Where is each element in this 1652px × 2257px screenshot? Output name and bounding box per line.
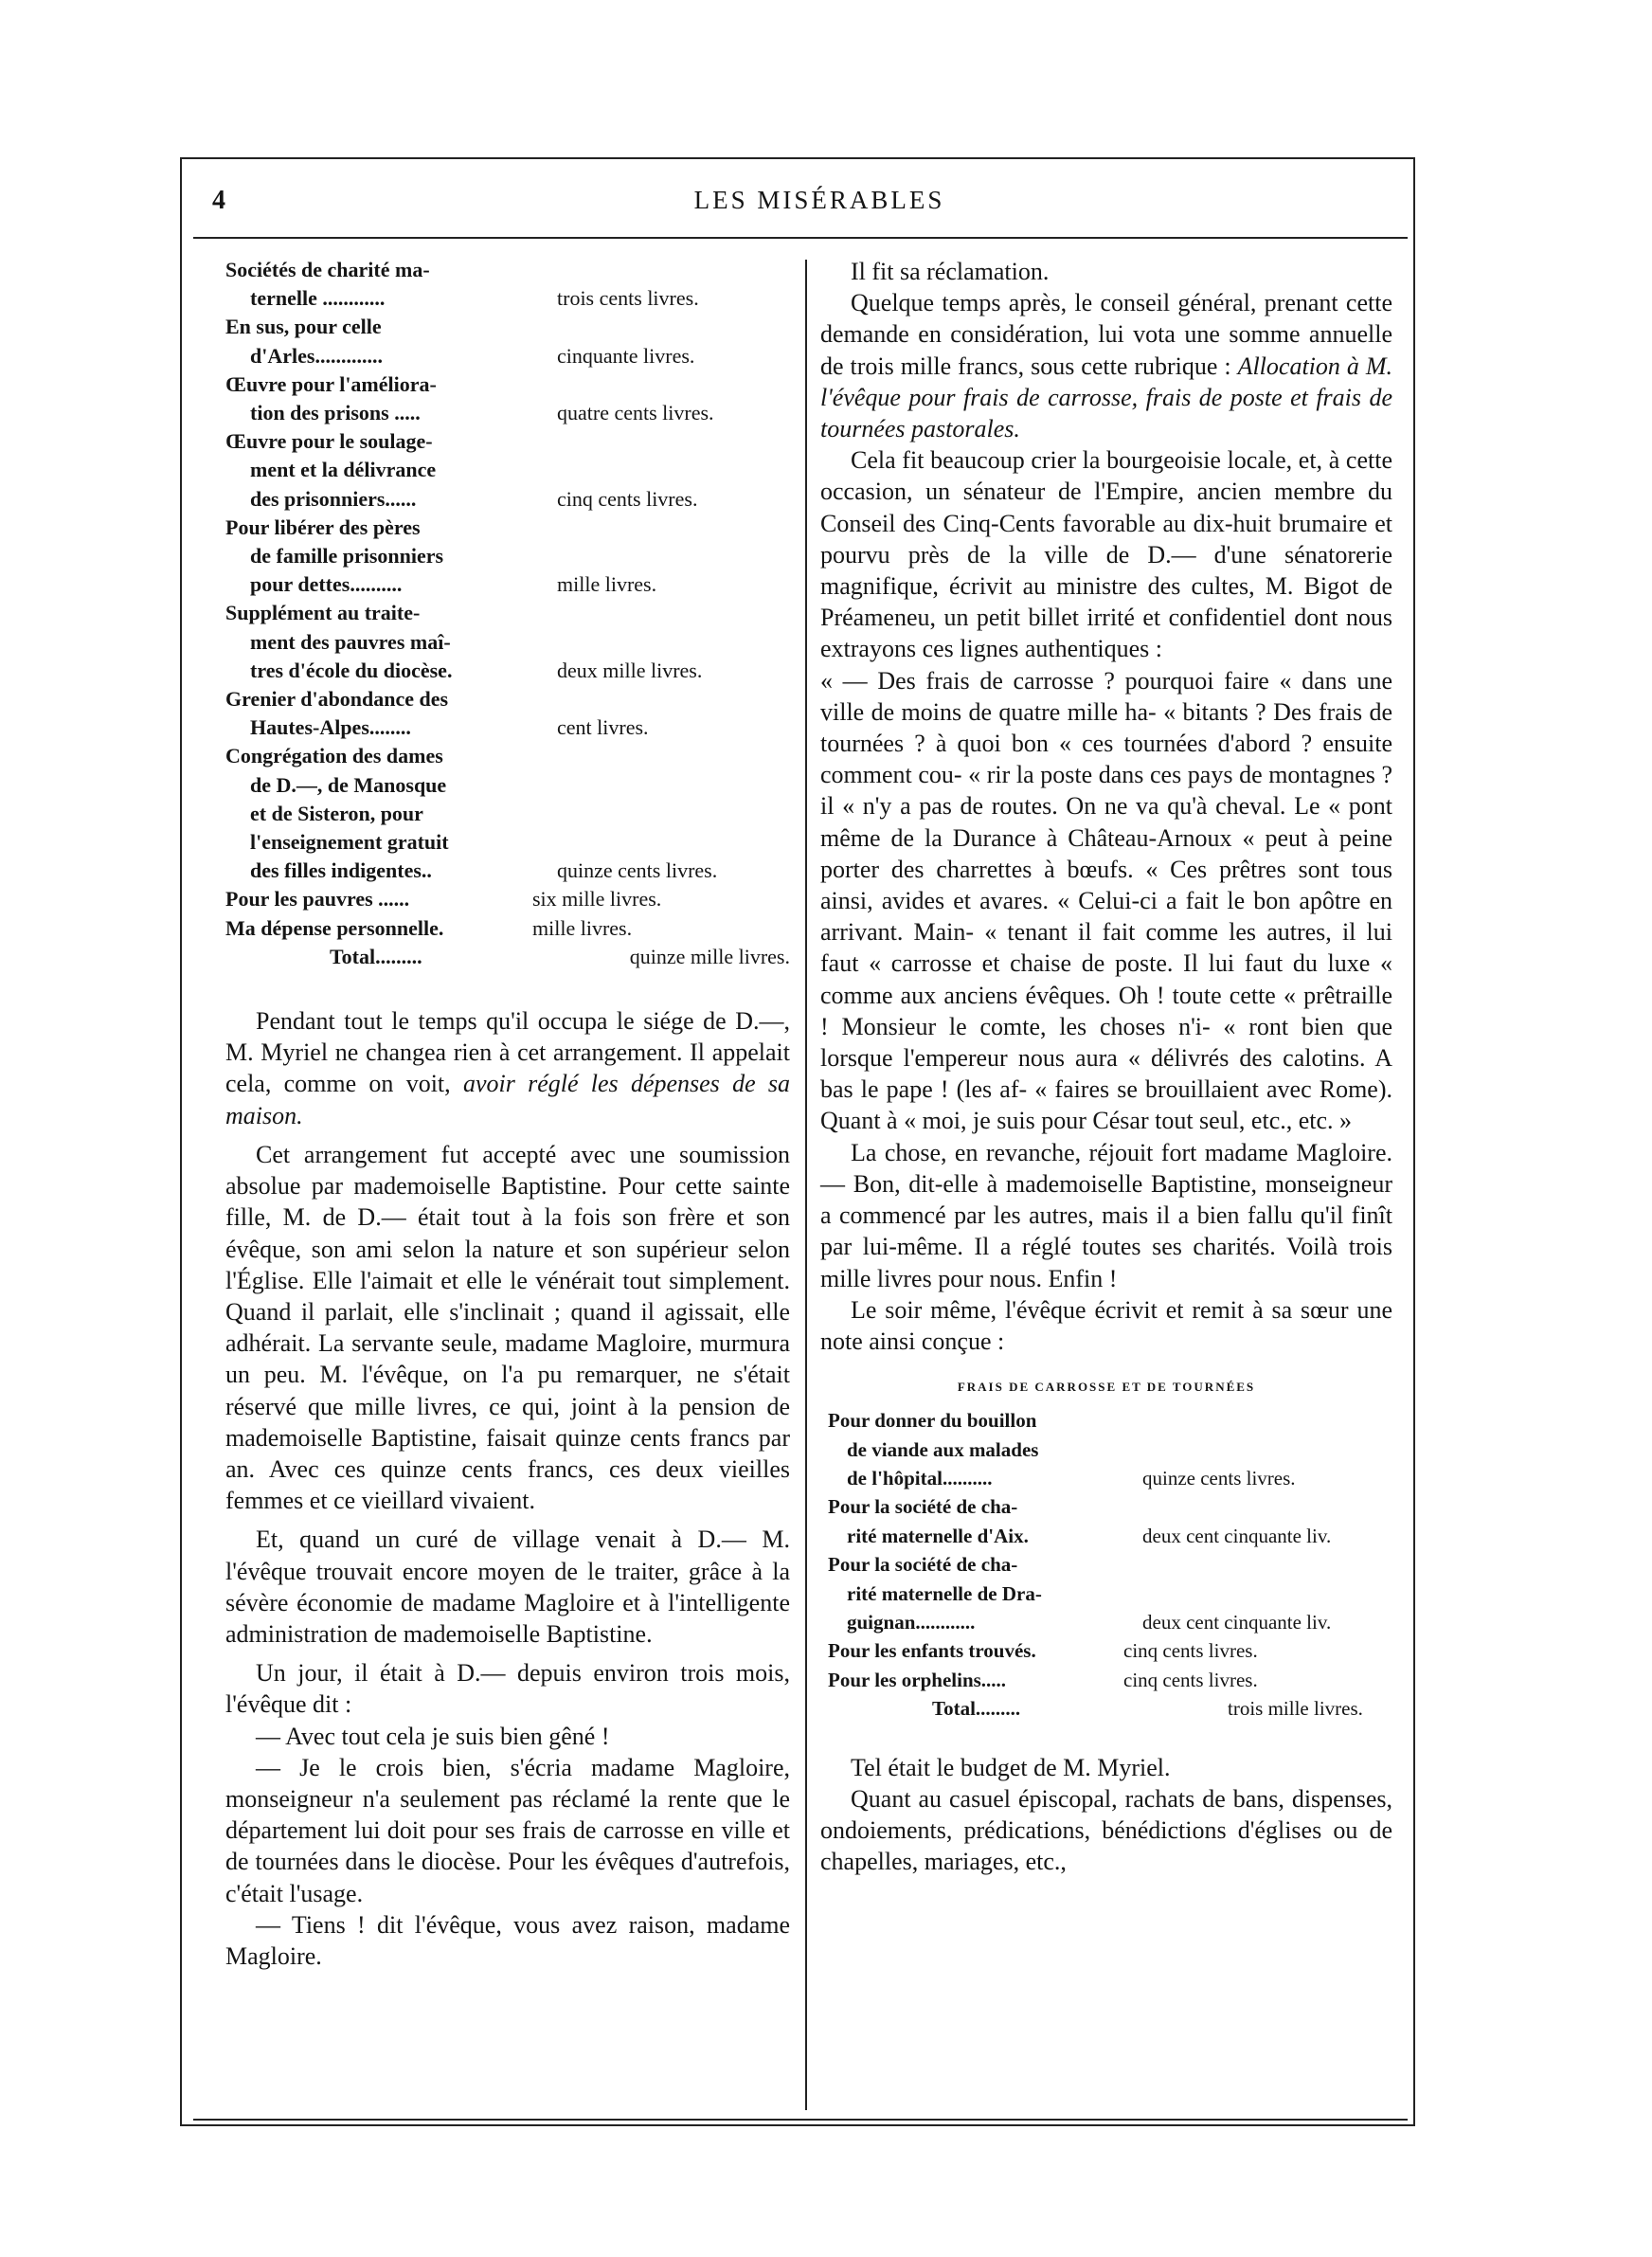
ledger-row xyxy=(225,514,790,542)
ledger-label: Pour les pauvres ...... xyxy=(225,887,410,912)
ledger-amount: quinze mille livres. xyxy=(629,944,790,968)
ledger-row xyxy=(225,885,790,913)
paragraph: — Je le crois bien, s'écria madame Magloire, monseigneur n'a seulement pas réclamé la rente que le département lui doit pour ses frais de carrosse en ville et de tournées dans le diocèse. Pour les évêques d'autrefois, c'était l'usage. xyxy=(225,1753,790,1907)
ledger-amount xyxy=(534,456,790,484)
ledger-label: l'enseignement gratuit xyxy=(250,830,449,855)
ledger-amount: quinze cents livres. xyxy=(1142,1466,1296,1490)
ledger-amount: cinq cents livres. xyxy=(557,486,698,511)
ledger-amount: cinq cents livres. xyxy=(1123,1639,1258,1663)
ledger-row xyxy=(225,570,790,599)
ledger-row xyxy=(828,1406,1392,1435)
ledger-amount xyxy=(510,599,790,627)
ledger-amount: deux mille livres. xyxy=(557,658,703,682)
ledger-row xyxy=(225,914,790,943)
ledger-amount xyxy=(534,771,790,800)
ledger-label: ternelle ............ xyxy=(250,286,386,311)
ledger-label: guignan............ xyxy=(847,1610,976,1634)
ledger-amount xyxy=(1112,1492,1392,1521)
ledger-row xyxy=(225,485,790,514)
ledger-label: Hautes-Alpes........ xyxy=(250,715,411,740)
budget-ledger xyxy=(225,256,790,971)
ledger-label: tres d'école du diocèse. xyxy=(250,658,453,682)
ledger-label: de D.—, de Manosque xyxy=(250,772,447,797)
ledger-amount: cent livres. xyxy=(557,715,649,740)
ledger-amount xyxy=(1131,1580,1392,1608)
ledger-label: rité maternelle d'Aix. xyxy=(847,1524,1029,1547)
ledger-label: ment et la délivrance xyxy=(250,458,437,482)
bottom-rule xyxy=(193,2119,1408,2121)
ledger-label: des filles indigentes.. xyxy=(250,858,432,883)
ledger-label: Supplément au traite- xyxy=(225,601,421,625)
ledger-amount: quinze cents livres. xyxy=(557,858,718,883)
ledger-amount xyxy=(534,542,790,570)
ledger-row xyxy=(225,657,790,685)
paragraph: Pendant tout le temps qu'il occupa le siége de D.—, M. Myriel ne changea rien à cet arrangement. Il appelait cela, comme on voit, avoir réglé les dépenses de sa maison. xyxy=(225,1007,791,1129)
ledger-label: Pour les orphelins..... xyxy=(828,1668,1007,1691)
ledger-amount: deux cent cinquante liv. xyxy=(1142,1610,1332,1634)
ledger-label: de famille prisonniers xyxy=(250,544,444,569)
ledger-label: En sus, pour celle xyxy=(225,315,382,339)
ledger-row xyxy=(225,399,790,427)
ledger-row xyxy=(225,599,790,627)
ledger-amount xyxy=(510,514,790,542)
ledger-row xyxy=(828,1636,1392,1665)
ledger-row xyxy=(828,1550,1392,1579)
paragraph: Le soir même, l'évêque écrivit et remit à sa sœur une note ainsi conçue : xyxy=(820,1295,1392,1355)
page-number: 4 xyxy=(212,186,225,215)
italic-phrase: avoir réglé les dépenses de sa maison. xyxy=(225,1070,791,1129)
ledger-label: Ma dépense personnelle. xyxy=(225,915,444,940)
ledger-amount xyxy=(510,256,790,284)
paragraph: Un jour, il était à D.— depuis environ trois mois, l'évêque dit : xyxy=(225,1659,790,1719)
ledger-label: Œuvre pour l'améliora- xyxy=(225,371,437,396)
ledger-row xyxy=(828,1522,1392,1550)
ledger-amount: mille livres. xyxy=(532,915,633,940)
ledger-row xyxy=(225,542,790,570)
ledger-label: de l'hôpital.......... xyxy=(847,1466,993,1490)
ledger-row xyxy=(828,1492,1392,1521)
ledger-label: Total......... xyxy=(932,1697,1021,1721)
ledger-amount xyxy=(510,313,790,341)
ledger-row xyxy=(225,943,790,971)
paragraph: — Avec tout cela je suis bien gêné ! xyxy=(256,1722,610,1750)
ledger-row xyxy=(225,771,790,800)
paragraph: Il fit sa réclamation. xyxy=(851,258,1050,285)
ledger-label: et de Sisteron, pour xyxy=(250,801,423,825)
ledger-amount xyxy=(534,828,790,857)
ledger-row xyxy=(225,427,790,456)
ledger-row xyxy=(225,628,790,657)
right-column xyxy=(820,256,1392,1877)
left-body-text xyxy=(225,1005,790,1972)
ledger-amount xyxy=(534,628,790,657)
paragraph: Quelque temps après, le conseil général, prenant cette demande en considération, lui vota une somme annuelle de trois mille francs, sous cette rubrique : Allocation à M. l'évêque pour frais de carrosse, frais de poste et frais de tournées pastorales. xyxy=(820,289,1392,443)
ledger-row xyxy=(225,800,790,828)
ledger-row xyxy=(828,1464,1392,1492)
ledger-label: Total......... xyxy=(330,944,422,968)
ledger-row xyxy=(225,456,790,484)
ledger-row xyxy=(225,857,790,885)
ledger-amount xyxy=(510,427,790,456)
ledger-amount: six mille livres. xyxy=(532,887,662,912)
ledger-row xyxy=(828,1580,1392,1608)
ledger-amount: cinquante livres. xyxy=(557,343,695,368)
ledger-row xyxy=(828,1435,1392,1464)
ledger-amount: trois cents livres. xyxy=(557,286,699,311)
ledger-label: Pour donner du bouillon xyxy=(828,1409,1037,1433)
quoted-letter: « — Des frais de carrosse ? pourquoi faire « dans une ville de moins de quatre mille ha- « bitants ? Des frais de tournées ? à quoi bon « ces tournées d'abord ? ensuite comment cou- « rir la poste dans ces pays de montagnes ? il « n'y a pas de routes. On ne va qu'à cheval. Le « pont même de la Durance à Château-Arnoux « peut à peine porter des charrettes à bœufs. « Ces prêtres sont tous ainsi, avides et avares. « Celui-ci a fait le bon apôtre en arrivant. Main- « tenant il fait comme les autres, il lui faut « carrosse et chaise de poste. Il lui faut du luxe « comme aux anciens évêques. Oh ! toute cette « prêtraille ! Monsieur le comte, les choses n'i- « ront bien que lorsque l'empereur nous aura « délivrés des calotins. A bas le pape ! (les af- « faires se brouillaient avec Rome). Quant à « moi, je suis pour César tout seul, etc., etc. » xyxy=(820,666,1392,1135)
ledger-label: de viande aux malades xyxy=(847,1437,1039,1461)
paragraph: — Tiens ! dit l'évêque, vous avez raison, madame Magloire. xyxy=(225,1910,790,1970)
ledger-row xyxy=(225,256,790,284)
ledger-row xyxy=(225,742,790,770)
left-column xyxy=(225,256,790,1972)
ledger-label: d'Arles............. xyxy=(250,343,383,368)
ledger-label: Pour la société de cha- xyxy=(828,1553,1018,1577)
ledger-amount xyxy=(1112,1406,1392,1435)
ledger-label: Œuvre pour le soulage- xyxy=(225,429,433,454)
paragraph: Tel était le budget de M. Myriel. xyxy=(851,1753,1171,1781)
ledger-label: pour dettes.......... xyxy=(250,572,403,597)
ledger-row xyxy=(225,284,790,313)
running-title: LES MISÉRABLES xyxy=(693,186,945,214)
ledger-row xyxy=(828,1694,1392,1723)
ledger-amount: trois mille livres. xyxy=(1228,1697,1363,1721)
ledger-label: Congrégation des dames xyxy=(225,744,443,768)
ledger-amount: mille livres. xyxy=(557,572,657,597)
paragraph: La chose, en revanche, réjouit fort madame Magloire. — Bon, dit-elle à mademoiselle Baptistine, monseigneur a commencé par les autres, mais il a bien fallu qu'il finît par lui-même. Il a réglé toutes ses charités. Voilà trois mille livres pour nous. Enfin ! xyxy=(820,1138,1392,1292)
ledger-label: Sociétés de charité ma- xyxy=(225,258,430,281)
carriage-ledger xyxy=(828,1406,1392,1723)
paragraph: Cet arrangement fut accepté avec une soumission absolue par mademoiselle Baptistine. Pour cette sainte fille, M. de D.— était tout à la fois son frère et son évêque, son ami selon la nature et son supérieur selon l'Église. Elle l'aimait et elle le vénérait tout simplement. Quand il parlait, elle s'inclinait ; quand il agissait, elle adhérait. La servante seule, madame Magloire, murmura un peu. M. l'évêque, on l'a pu remarquer, ne s'était réservé que mille livres, ce qui, joint à la pension de mademoiselle Baptistine, faisait quinze cents francs par an. Avec ces quinze cents francs, ces deux vieilles femmes et ce vieillard vivaient. xyxy=(225,1140,790,1515)
ledger-amount xyxy=(1112,1550,1392,1579)
ledger-row xyxy=(225,685,790,713)
ledger-amount xyxy=(534,800,790,828)
ledger-amount: cinq cents livres. xyxy=(1123,1668,1258,1691)
ledger-label: Pour libérer des pères xyxy=(225,515,421,539)
ledger-row xyxy=(225,342,790,370)
ledger-label: Grenier d'abondance des xyxy=(225,687,449,712)
ledger-amount xyxy=(510,370,790,399)
ledger-label: tion des prisons ..... xyxy=(250,401,421,425)
ledger-amount xyxy=(510,685,790,713)
ledger-row xyxy=(225,713,790,742)
ledger-row xyxy=(828,1608,1392,1636)
ledger-label: Pour les enfants trouvés. xyxy=(828,1639,1036,1663)
ledger-label: Pour la société de cha- xyxy=(828,1495,1018,1519)
ledger-label: rité maternelle de Dra- xyxy=(847,1581,1042,1605)
header-rule xyxy=(193,237,1408,239)
paragraph: Cela fit beaucoup crier la bourgeoisie locale, et, à cette occasion, un sénateur de l'Empire, ancien membre du Conseil des Cinq-Cents favorable au dix-huit brumaire et pourvu près de la ville de D.— d'une sénatorerie magnifique, écrivit au ministre des cultes, M. Bigot de Préameneu, un petit billet irrité et confidentiel dont nous extrayons ces lignes authentiques : xyxy=(820,446,1392,663)
ledger-row xyxy=(828,1666,1392,1694)
ledger-label: ment des pauvres maî- xyxy=(250,629,451,654)
ledger-amount: quatre cents livres. xyxy=(557,401,714,425)
ledger-row xyxy=(225,313,790,341)
ledger-heading: FRAIS DE CARROSSE ET DE TOURNÉES xyxy=(957,1380,1256,1395)
ledger-amount xyxy=(510,742,790,770)
paragraph: Quant au casuel épiscopal, rachats de bans, dispenses, ondoiements, prédications, bénédictions d'églises ou de chapelles, mariages, etc., xyxy=(820,1784,1392,1876)
italic-rubric: Allocation à M. l'évêque pour frais de carrosse, frais de poste et frais de tournées pastorales. xyxy=(820,352,1392,443)
ledger-amount: deux cent cinquante liv. xyxy=(1142,1524,1332,1547)
ledger-label: des prisonniers...... xyxy=(250,486,417,511)
ledger-row xyxy=(225,370,790,399)
paragraph: Et, quand un curé de village venait à D.— M. l'évêque trouvait encore moyen de le traiter, grâce à la sévère économie de madame Magloire et à l'intelligente administration de mademoiselle Baptistine. xyxy=(225,1526,790,1648)
column-divider xyxy=(805,260,807,2110)
ledger-amount xyxy=(1131,1435,1392,1464)
ledger-row xyxy=(225,828,790,857)
